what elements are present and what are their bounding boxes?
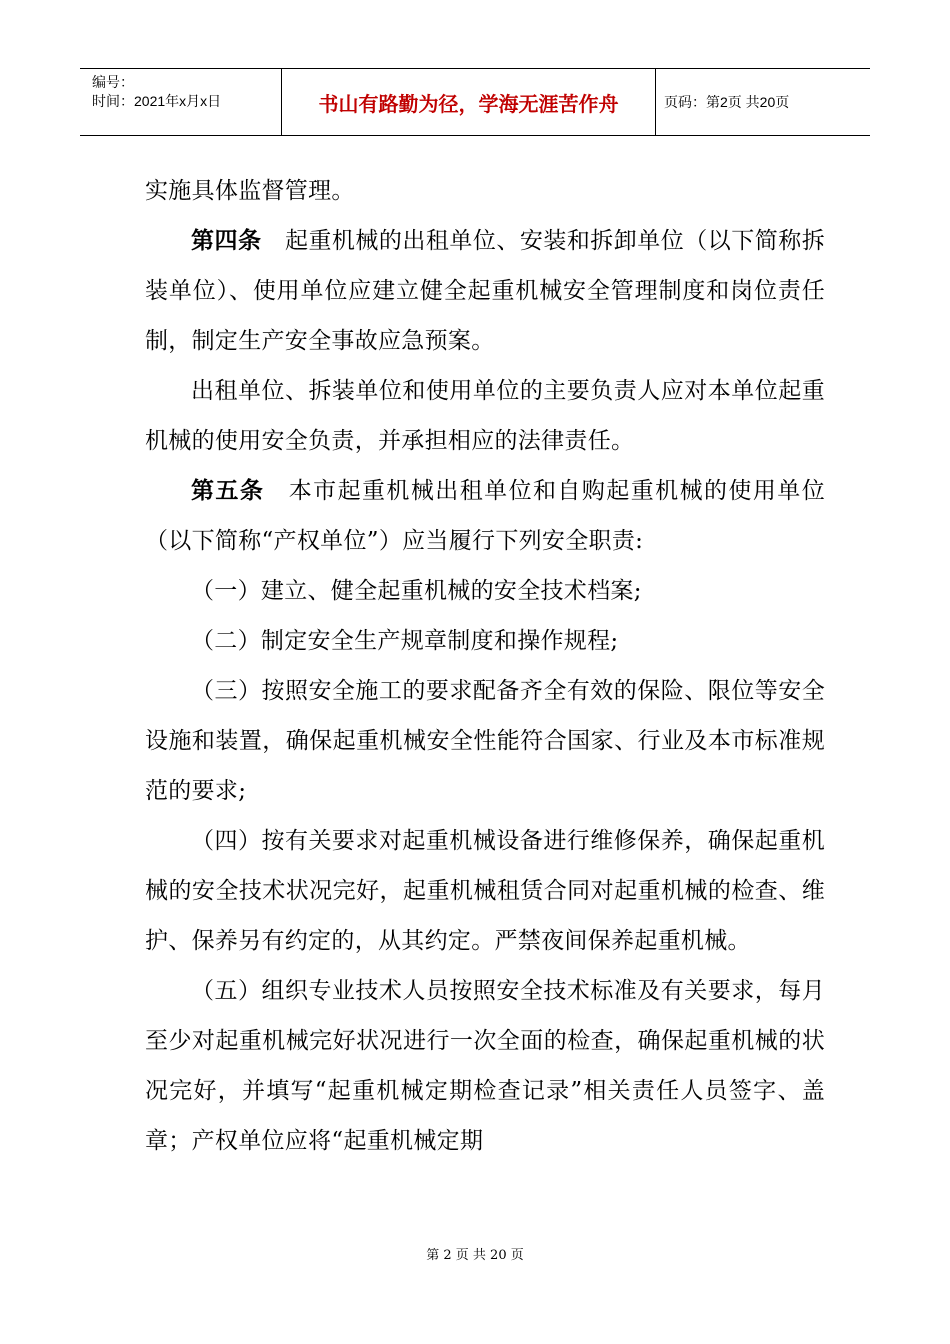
- paragraph-text: （二）制定安全生产规章制度和操作规程;: [191, 628, 619, 654]
- article-4: [145, 216, 825, 366]
- article-heading: 第四条: [191, 227, 262, 254]
- article-heading: 第五条: [191, 477, 265, 504]
- list-item-5: [145, 966, 825, 1166]
- paragraph: [145, 366, 825, 466]
- list-item-2: [145, 616, 825, 666]
- paragraph-text: 本市起重机械出租单位和自购起重机械的使用单位（以下简称“产权单位”）应当履行下列安全职责:: [145, 478, 826, 554]
- document-body: [145, 166, 825, 1166]
- page-footer: 第 2 页 共 20 页: [426, 1248, 524, 1263]
- header-meta: [80, 69, 282, 135]
- paragraph-continuation: [145, 166, 825, 216]
- header-page-info: 页码：第2页 共20页: [664, 94, 790, 110]
- paragraph-text: （一）建立、健全起重机械的安全技术档案;: [191, 578, 642, 604]
- header-motto: 书山有路勤为径，学海无涯苦作舟: [282, 69, 656, 135]
- list-item-4: [145, 816, 825, 966]
- list-item-3: [145, 666, 825, 816]
- paragraph-text: 起重机械的出租单位、安装和拆卸单位（以下简称拆装单位）、使用单位应建立健全起重机械安全管理制度和岗位责任制，制定生产安全事故应急预案。: [145, 228, 825, 354]
- paragraph-text: （五）组织专业技术人员按照安全技术标准及有关要求，每月至少对起重机械完好状况进行一次全面的检查，确保起重机械的状况完好，并填写“起重机械定期检查记录”相关责任人员签字、盖章；产权单位应将“起重机械定期: [145, 978, 825, 1154]
- paragraph-text: 实施具体监督管理。: [145, 178, 355, 204]
- paragraph-text: 出租单位、拆装单位和使用单位的主要负责人应对本单位起重机械的使用安全负责，并承担相应的法律责任。: [145, 378, 825, 454]
- paragraph-text: （三）按照安全施工的要求配备齐全有效的保险、限位等安全设施和装置，确保起重机械安全性能符合国家、行业及本市标准规范的要求;: [145, 678, 825, 804]
- list-item-1: [145, 566, 825, 616]
- page-header: [80, 68, 870, 136]
- article-5: [145, 466, 825, 566]
- paragraph-text: （四）按有关要求对起重机械设备进行维修保养，确保起重机械的安全技术状况完好，起重机械租赁合同对起重机械的检查、维护、保养另有约定的，从其约定。严禁夜间保养起重机械。: [145, 828, 825, 954]
- date-label: 时间：2021年x月x日: [92, 93, 222, 109]
- serial-number-label: 编号：: [92, 74, 134, 90]
